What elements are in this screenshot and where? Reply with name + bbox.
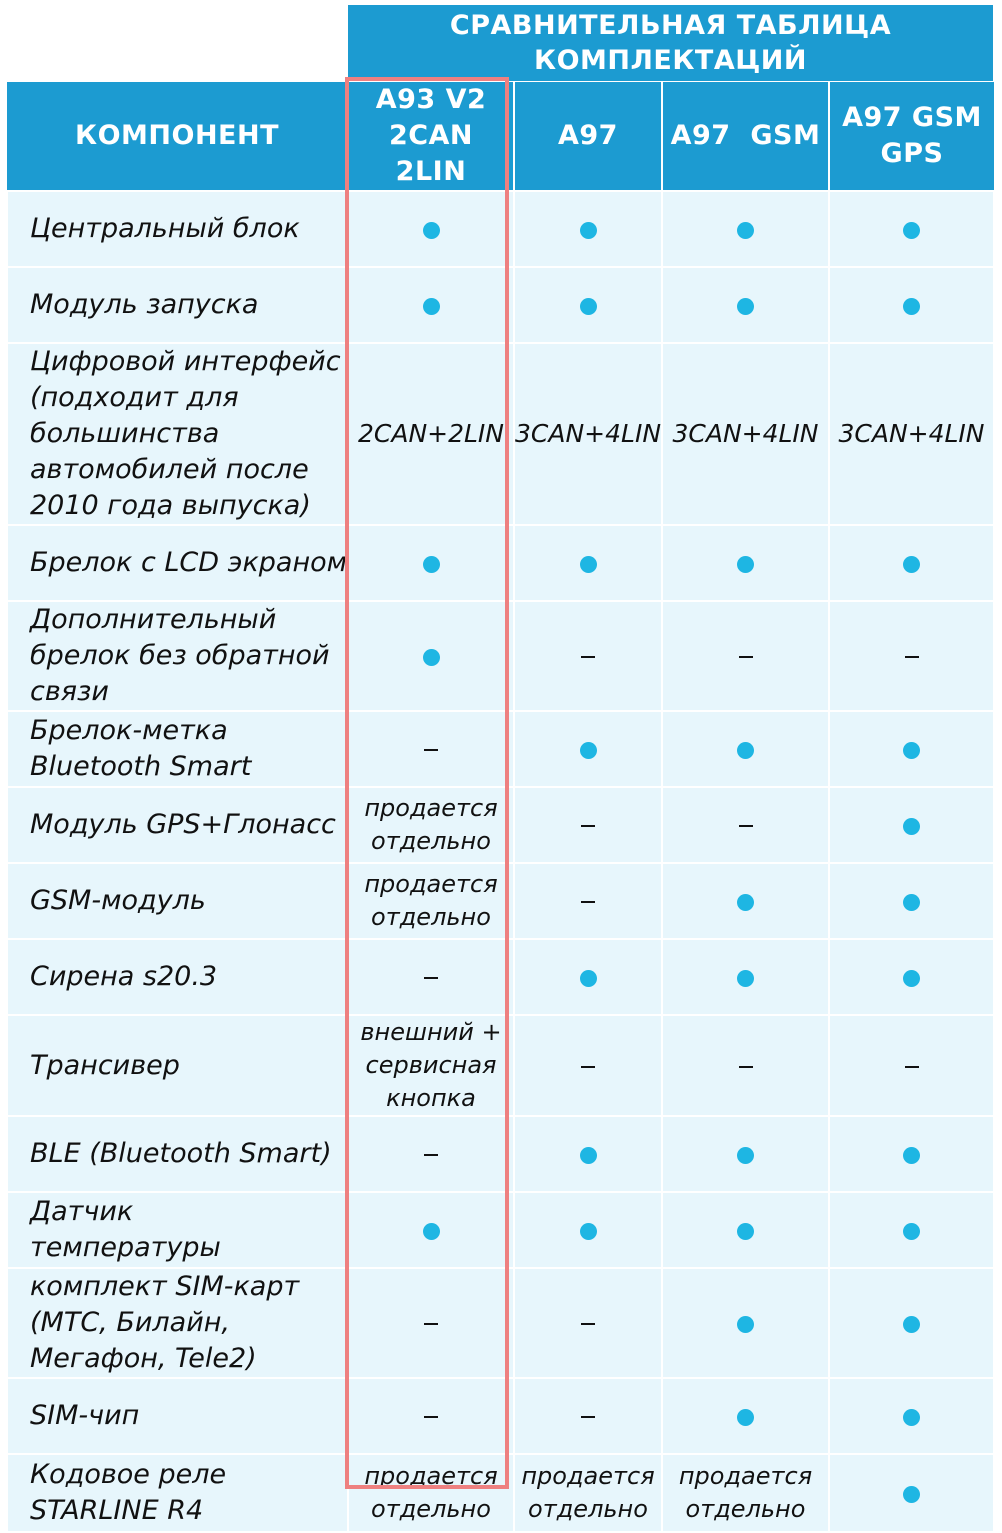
- cell-a97-gsm-gps-included: [829, 1268, 994, 1378]
- cell-a97-gsm-gps-included: [829, 863, 994, 939]
- cell-text-line: отдельно: [371, 827, 491, 855]
- component-name-line: брелок без обратной: [30, 640, 330, 671]
- component-name: [7, 1454, 348, 1532]
- cell-a97-gsm-included: [662, 191, 829, 267]
- cell-a97-gsm-included: [662, 863, 829, 939]
- table-row: [7, 1015, 994, 1116]
- cell-a93-v2-absent: [348, 711, 514, 787]
- cell-a97-included: [514, 711, 662, 787]
- cell-a97-gsm-included: [662, 525, 829, 601]
- cell-a97-included: [514, 267, 662, 343]
- component-name: [7, 343, 348, 525]
- component-name-line: Модуль запуска: [30, 289, 259, 320]
- component-name-line: температуры: [30, 1232, 221, 1263]
- included-dot-icon: [737, 1147, 754, 1164]
- cell-a97-gsm-included: [662, 1116, 829, 1192]
- component-name-line: большинства: [30, 418, 220, 449]
- header-model-line: A97 GSM: [842, 102, 982, 133]
- component-name: [7, 267, 348, 343]
- cell-a97-gsm-included: [662, 1378, 829, 1454]
- cell-a97-gsm-gps-included: [829, 939, 994, 1015]
- cell-text-line: отдельно: [371, 1495, 491, 1523]
- component-name-line: (МТС, Билайн,: [30, 1307, 230, 1338]
- cell-a97-gsm-gps-included: [829, 191, 994, 267]
- table-row: [7, 601, 994, 711]
- header-model-line: A97 GSM: [670, 120, 821, 151]
- cell-a97-absent: [514, 787, 662, 863]
- component-name: [7, 601, 348, 711]
- component-name-line: STARLINE R4: [30, 1495, 204, 1526]
- included-dot-icon: [423, 1223, 440, 1240]
- component-name: [7, 1268, 348, 1378]
- table-row: [7, 1116, 994, 1192]
- component-name-line: комплект SIM-карт: [30, 1271, 300, 1302]
- cell-text-line: отдельно: [685, 1495, 806, 1523]
- included-dot-icon: [737, 1409, 754, 1426]
- component-name-line: Трансивер: [30, 1049, 180, 1081]
- component-name: [7, 1116, 348, 1192]
- component-name-line: Bluetooth Smart: [30, 751, 252, 782]
- component-name-line: связи: [30, 676, 109, 707]
- component-name-line: Дополнительный: [30, 604, 277, 635]
- component-name: [7, 1015, 348, 1116]
- cell-a97-gsm-included: [662, 939, 829, 1015]
- header-row: [7, 82, 994, 191]
- cell-a97-gsm-gps-absent: [829, 601, 994, 711]
- included-dot-icon: [580, 1223, 597, 1240]
- included-dot-icon: [903, 1316, 920, 1333]
- component-name: [7, 1192, 348, 1268]
- component-name-line: Сирена s20.3: [30, 961, 218, 992]
- cell-a93-v2-included: [348, 1192, 514, 1268]
- included-dot-icon: [737, 222, 754, 239]
- cell-a97-included: [514, 1116, 662, 1192]
- absent-dash-icon: [424, 749, 438, 751]
- included-dot-icon: [903, 742, 920, 759]
- included-dot-icon: [903, 894, 920, 911]
- component-name-line: SIM-чип: [30, 1400, 140, 1431]
- cell-a97-included: [514, 191, 662, 267]
- included-dot-icon: [737, 742, 754, 759]
- header-model-a97: [514, 82, 662, 191]
- absent-dash-icon: [424, 977, 438, 979]
- table-row: [7, 1378, 994, 1454]
- absent-dash-icon: [739, 656, 753, 658]
- absent-dash-icon: [424, 1323, 438, 1325]
- cell-a97-absent: [514, 1378, 662, 1454]
- cell-a93-v2-included: [348, 191, 514, 267]
- table-row: [7, 191, 994, 267]
- table-row: [7, 863, 994, 939]
- absent-dash-icon: [905, 656, 919, 658]
- cell-a97-gsm-absent: [662, 787, 829, 863]
- table-title-line-1: СРАВНИТЕЛЬНАЯ ТАБЛИЦА: [449, 10, 892, 41]
- cell-text-line: сервисная: [365, 1051, 497, 1079]
- component-name: [7, 711, 348, 787]
- cell-a97-absent: [514, 601, 662, 711]
- included-dot-icon: [580, 970, 597, 987]
- cell-text-line: продается: [364, 794, 498, 822]
- absent-dash-icon: [424, 1416, 438, 1418]
- table-row: [7, 343, 994, 525]
- cell-text-line: продается: [521, 1462, 655, 1490]
- cell-text-line: 3CAN+4LIN: [838, 419, 985, 448]
- included-dot-icon: [737, 1223, 754, 1240]
- cell-a97-gsm-included: [662, 267, 829, 343]
- cell-a97-gsm-gps-included: [829, 1192, 994, 1268]
- included-dot-icon: [903, 1147, 920, 1164]
- cell-text-line: кнопка: [386, 1084, 476, 1112]
- component-name-line: Брелок с LCD экраном: [30, 547, 347, 578]
- included-dot-icon: [903, 298, 920, 315]
- cell-text-line: 3CAN+4LIN: [515, 419, 662, 448]
- absent-dash-icon: [581, 825, 595, 827]
- component-name-line: Центральный блок: [30, 213, 300, 244]
- cell-text-line: внешний +: [360, 1018, 502, 1046]
- header-component: КОМПОНЕНТ: [7, 82, 348, 191]
- included-dot-icon: [737, 894, 754, 911]
- cell-a97-gsm-text: [662, 1454, 829, 1532]
- cell-a97-absent: [514, 863, 662, 939]
- absent-dash-icon: [739, 1066, 753, 1068]
- component-name: [7, 787, 348, 863]
- cell-text-line: продается: [364, 1462, 498, 1490]
- component-name: [7, 525, 348, 601]
- cell-a97-text: [514, 1454, 662, 1532]
- header-model-a93-v2: [348, 82, 514, 191]
- cell-a97-gsm-gps-absent: [829, 1015, 994, 1116]
- table-row: [7, 1454, 994, 1532]
- absent-dash-icon: [581, 1066, 595, 1068]
- cell-a93-v2-absent: [348, 1378, 514, 1454]
- component-name-line: автомобилей после: [30, 454, 309, 485]
- absent-dash-icon: [739, 825, 753, 827]
- included-dot-icon: [737, 1316, 754, 1333]
- component-name: [7, 939, 348, 1015]
- included-dot-icon: [423, 222, 440, 239]
- table-row: [7, 787, 994, 863]
- cell-a97-gsm-gps-included: [829, 1454, 994, 1532]
- cell-text-line: отдельно: [371, 903, 491, 931]
- table-row: [7, 1192, 994, 1268]
- table-row: [7, 1268, 994, 1378]
- cell-a97-gsm-gps-included: [829, 1116, 994, 1192]
- absent-dash-icon: [905, 1066, 919, 1068]
- header-model-a97-gsm-gps: [829, 82, 994, 191]
- cell-text-line: 3CAN+4LIN: [672, 419, 819, 448]
- header-model-line: A97: [558, 120, 618, 151]
- included-dot-icon: [580, 556, 597, 573]
- table-row: [7, 939, 994, 1015]
- cell-a93-v2-absent: [348, 939, 514, 1015]
- cell-a97-gsm-gps-included: [829, 267, 994, 343]
- header-model-a97-gsm: [662, 82, 829, 191]
- cell-a93-v2-absent: [348, 1268, 514, 1378]
- header-model-line: A93 V2: [375, 84, 487, 115]
- component-name-line: (подходит для: [30, 382, 239, 413]
- cell-a97-gsm-absent: [662, 1015, 829, 1116]
- included-dot-icon: [903, 222, 920, 239]
- included-dot-icon: [423, 298, 440, 315]
- table-title-line-2: КОМПЛЕКТАЦИЙ: [534, 45, 807, 76]
- cell-a93-v2-text: [348, 343, 514, 525]
- cell-a97-gsm-gps-included: [829, 711, 994, 787]
- cell-a97-absent: [514, 1268, 662, 1378]
- cell-a97-gsm-gps-included: [829, 1378, 994, 1454]
- component-name-line: BLE (Bluetooth Smart): [30, 1138, 332, 1169]
- included-dot-icon: [423, 556, 440, 573]
- table-body: [7, 191, 994, 1532]
- component-name: [7, 191, 348, 267]
- cell-a97-gsm-included: [662, 1268, 829, 1378]
- component-name-line: GSM-модуль: [30, 885, 206, 916]
- component-name-line: Кодовое реле: [30, 1459, 227, 1490]
- table-title: [348, 5, 993, 81]
- included-dot-icon: [580, 298, 597, 315]
- cell-a93-v2-text: [348, 1454, 514, 1532]
- cell-a93-v2-included: [348, 601, 514, 711]
- component-name-line: Брелок-метка: [30, 715, 228, 746]
- absent-dash-icon: [581, 901, 595, 903]
- absent-dash-icon: [424, 1154, 438, 1156]
- component-name: [7, 1378, 348, 1454]
- included-dot-icon: [423, 649, 440, 666]
- cell-a97-gsm-included: [662, 711, 829, 787]
- comparison-table: [6, 82, 995, 1533]
- cell-a93-v2-text: [348, 787, 514, 863]
- included-dot-icon: [737, 298, 754, 315]
- cell-text-line: продается: [364, 870, 498, 898]
- included-dot-icon: [737, 556, 754, 573]
- cell-a97-included: [514, 1192, 662, 1268]
- absent-dash-icon: [581, 656, 595, 658]
- header-model-line: 2CAN 2LIN: [388, 120, 474, 187]
- component-name: [7, 863, 348, 939]
- table-row: [7, 267, 994, 343]
- cell-a93-v2-included: [348, 267, 514, 343]
- component-name-line: Датчик: [30, 1196, 134, 1227]
- included-dot-icon: [737, 970, 754, 987]
- cell-a93-v2-text: [348, 1015, 514, 1116]
- included-dot-icon: [580, 222, 597, 239]
- cell-a97-gsm-gps-included: [829, 525, 994, 601]
- cell-a97-gsm-gps-included: [829, 787, 994, 863]
- cell-text-line: 2CAN+2LIN: [357, 419, 505, 448]
- cell-a97-gsm-absent: [662, 601, 829, 711]
- cell-a93-v2-included: [348, 525, 514, 601]
- included-dot-icon: [903, 1409, 920, 1426]
- header-model-line: GPS: [880, 138, 944, 169]
- component-name-line: Цифровой интерфейс: [30, 346, 341, 377]
- cell-a97-gsm-gps-text: [829, 343, 994, 525]
- cell-text-line: продается: [678, 1462, 813, 1490]
- included-dot-icon: [903, 1223, 920, 1240]
- cell-a97-gsm-included: [662, 1192, 829, 1268]
- cell-a93-v2-absent: [348, 1116, 514, 1192]
- included-dot-icon: [903, 970, 920, 987]
- table-row: [7, 525, 994, 601]
- component-name-line: Модуль GPS+Глонасс: [30, 809, 336, 840]
- cell-a97-absent: [514, 1015, 662, 1116]
- included-dot-icon: [903, 818, 920, 835]
- cell-a93-v2-text: [348, 863, 514, 939]
- cell-a97-included: [514, 939, 662, 1015]
- included-dot-icon: [903, 556, 920, 573]
- absent-dash-icon: [581, 1323, 595, 1325]
- included-dot-icon: [580, 1147, 597, 1164]
- table-row: [7, 711, 994, 787]
- cell-text-line: отдельно: [528, 1495, 648, 1523]
- included-dot-icon: [580, 742, 597, 759]
- cell-a97-included: [514, 525, 662, 601]
- component-name-line: 2010 года выпуска): [30, 490, 311, 521]
- component-name-line: Мегафон, Tele2): [30, 1343, 257, 1374]
- cell-a97-gsm-text: [662, 343, 829, 525]
- cell-a97-text: [514, 343, 662, 525]
- absent-dash-icon: [581, 1416, 595, 1418]
